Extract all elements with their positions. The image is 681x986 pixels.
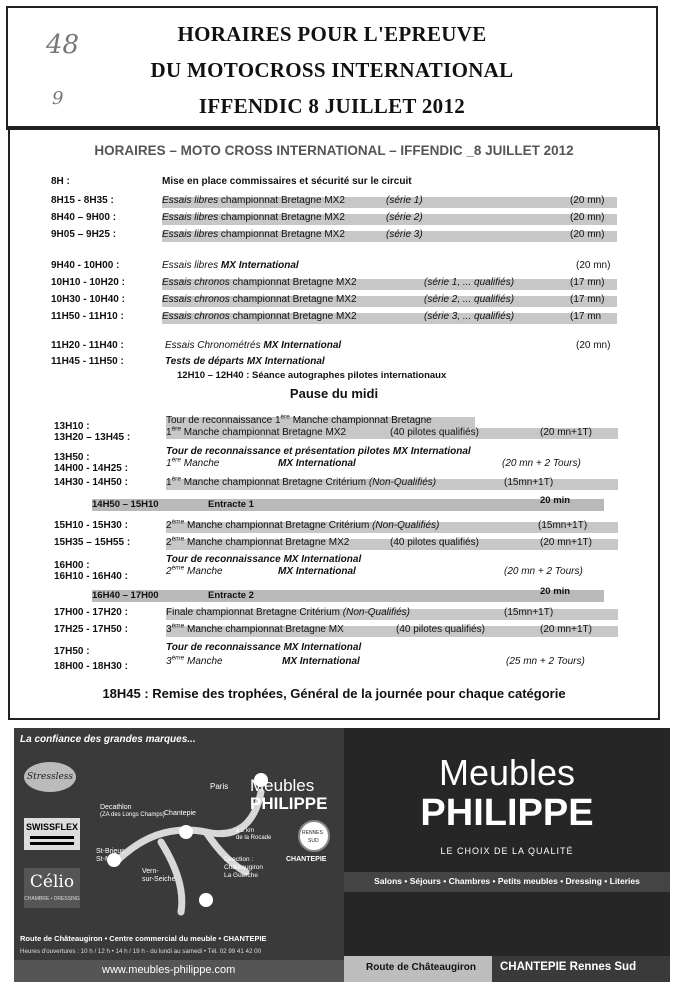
schedule-row [10, 477, 658, 491]
row-time: 13H10 : [54, 421, 90, 432]
row-desc: 3 [166, 656, 172, 667]
row-desc: Mise en place commissaires et sécurité sur le circuit [162, 176, 412, 187]
map-direction: Direction : [224, 856, 254, 863]
ad-web: www.meubles-philippe.com [102, 964, 236, 976]
row-duration: (20 mn) [570, 195, 605, 206]
row-serie: (série 1, ... qualifiés) [424, 277, 515, 288]
row-time: 9H05 – 9H25 : [51, 229, 117, 240]
advertisement [14, 728, 670, 982]
row-desc: 1 [166, 477, 172, 488]
row-duration: (17 mn) [570, 277, 605, 288]
row-time: 8H : [51, 176, 70, 187]
row-sup: ème [171, 654, 185, 662]
schedule-row [10, 624, 658, 638]
row-time: 11H45 - 11H50 : [51, 356, 124, 367]
row-desc-italic: Essais libres [162, 195, 219, 206]
row-sup: ère [171, 456, 181, 464]
map-brand-2: PHILIPPE [250, 794, 328, 813]
title-box [6, 6, 658, 130]
schedule-row [10, 176, 658, 190]
row-sup: ème [171, 518, 185, 526]
swissflex-logo [24, 818, 80, 850]
row-desc: Manche championnat Bretagne MX2 [180, 427, 347, 438]
row-desc: 2 [166, 520, 172, 531]
row-desc: Tour de reconnaissance 1 [166, 415, 281, 426]
row-desc: Manche [184, 656, 223, 667]
row-desc: 1 [166, 427, 172, 438]
row-time: 13H50 : [54, 452, 90, 463]
row-non-qualified: (Non-Qualifiés) [372, 520, 440, 531]
row-qualified: (40 pilotes qualifiés) [396, 624, 485, 635]
row-desc: MX International [218, 260, 299, 271]
row-time: 11H50 - 11H10 : [51, 311, 124, 322]
map-guerche: La Guerche [224, 872, 258, 879]
row-desc: championnat Bretagne MX2 [218, 195, 345, 206]
row-duration: (15mn+1T) [538, 520, 588, 531]
row-time: 18H00 - 18H30 : [54, 661, 128, 672]
row-desc: 3 [166, 624, 172, 635]
row-time: 16H00 : [54, 560, 90, 571]
row-time: 17H25 - 17H50 : [54, 624, 128, 635]
schedule-row [10, 607, 658, 621]
row-time: 8H15 - 8H35 : [51, 195, 114, 206]
row-mx: MX International [278, 458, 356, 469]
row-duration: (20 mn) [576, 340, 611, 351]
ad-confiance: La confiance des grandes marques... [20, 734, 196, 745]
swissflex-bar [30, 842, 74, 845]
row-duration: (20 mn) [570, 229, 605, 240]
row-desc-italic: Essais libres [162, 260, 219, 271]
ad-rooms: Salons • Séjours • Chambres • Petits meubles • Dressing • Literies [374, 876, 640, 886]
entracte-1 [92, 495, 604, 511]
schedule-row [10, 356, 658, 370]
schedule-row [10, 566, 658, 580]
row-desc: Manche [180, 458, 220, 469]
row-desc: Manche championnat Bretagne Critérium [184, 520, 373, 531]
row-qualified: (40 pilotes qualifiés) [390, 427, 479, 438]
schedule-row [10, 537, 658, 551]
row-time: 10H10 - 10H20 : [51, 277, 125, 288]
rennes-sud-badge [299, 821, 329, 851]
row-mx: MX International [282, 656, 360, 667]
arrow-decathlon-icon [179, 825, 193, 839]
map-brand-1: Meubles [250, 776, 315, 795]
ad-route-2: Route de Châteaugiron [366, 962, 477, 973]
row-non-qualified: (Non-Qualifiés) [368, 477, 437, 488]
row-duration: (20 mn+1T) [540, 427, 592, 438]
route-bar-dark [492, 956, 670, 982]
row-serie: (série 3, ... qualifiés) [424, 311, 515, 322]
entracte-duration: 20 min [540, 495, 571, 506]
row-duration: (20 mn + 2 Tours) [502, 458, 581, 469]
entracte-label: Entracte 1 [208, 499, 254, 510]
map-vern-2: sur-Seiche [142, 876, 176, 883]
schedule-row [10, 340, 658, 354]
map-vern: Vern- [142, 868, 159, 875]
handwritten-mark: 9 [52, 88, 64, 109]
row-sup: ème [171, 622, 185, 630]
title-line-3: IFFENDIC 8 JUILLET 2012 [198, 94, 466, 118]
ad-big-meubles: Meubles [438, 752, 576, 793]
row-desc: championnat Bretagne MX2 [218, 229, 345, 240]
schedule-row [10, 229, 658, 243]
row-desc: Manche championnat Bretagne [289, 415, 432, 426]
map-km: à 2 km [236, 828, 255, 834]
row-duration: (15mn+1T) [504, 607, 554, 618]
row-desc: Finale championnat Bretagne Critérium [166, 607, 343, 618]
entracte-2 [92, 586, 604, 602]
map-km-2: de la Rocade [236, 835, 272, 841]
schedule-header: HORAIRES – MOTO CROSS INTERNATIONAL – IFFENDIC _8 JUILLET 2012 [94, 143, 574, 158]
row-desc: championnat Bretagne MX2 [229, 294, 357, 305]
row-serie: (série 2) [386, 212, 423, 223]
ad-route: Route de Châteaugiron • Centre commercial du meuble • CHANTEPIE [20, 934, 267, 943]
row-desc-italic: Essais Chronométrés [165, 340, 261, 351]
ad-hours: Heures d'ouvertures : 10 h / 12 h • 14 h / 19 h - du lundi au samedi • Tél. 02 99 41 42 00 [20, 948, 262, 955]
map-stbrieuc: St-Brieuc [96, 848, 125, 855]
entracte-time: 14H50 – 15H10 [92, 499, 159, 510]
row-duration: (17 mn) [570, 294, 605, 305]
map-decathlon: Decathlon [100, 804, 132, 811]
entracte-label: Entracte 2 [208, 590, 254, 601]
row-desc: Manche [184, 566, 223, 577]
row-desc: Tour de reconnaissance et présentation pilotes MX International [166, 446, 471, 457]
schedule-row [10, 642, 658, 656]
row-mx: MX International [278, 566, 356, 577]
ad-chantepie-rennes: CHANTEPIE Rennes Sud [500, 961, 637, 973]
row-desc: Tour de reconnaissance MX International [166, 642, 362, 653]
row-desc: Tour de reconnaissance MX International [166, 554, 362, 565]
row-duration: (15mn+1T) [504, 477, 554, 488]
schedule-row [10, 260, 658, 274]
schedule-row [10, 212, 658, 226]
stressless-logo [24, 762, 76, 792]
schedule-row [10, 294, 658, 308]
title-line-1: HORAIRES POUR L'EPREUVE [177, 22, 487, 46]
rooms-bar [344, 872, 670, 892]
arrow-vern-icon [199, 893, 213, 907]
row-duration: (17 mn [570, 311, 602, 322]
row-desc-italic: Essais chronos [162, 311, 230, 322]
row-desc: championnat Bretagne MX2 [229, 277, 357, 288]
row-serie: (série 2, ... qualifiés) [424, 294, 515, 305]
row-desc-italic: Essais libres [162, 229, 219, 240]
schedule-row [10, 195, 658, 209]
map-paris: Paris [210, 782, 229, 791]
row-desc: Manche championnat Bretagne Critérium [180, 477, 369, 488]
row-qualified: (40 pilotes qualifiés) [390, 537, 479, 548]
schedule-row [10, 458, 658, 472]
web-bar [14, 960, 344, 982]
row-time: 17H00 - 17H20 : [54, 607, 128, 618]
swissflex-text: SWISSFLEX [25, 822, 78, 832]
row-desc: championnat Bretagne MX2 [229, 311, 357, 322]
map-rennes: RENNES [302, 830, 323, 836]
row-desc-italic: Essais chronos [162, 277, 230, 288]
map-stmalo: St-Malo [96, 856, 121, 863]
row-time: 15H35 – 15H55 : [54, 537, 131, 548]
schedule-row [10, 520, 658, 534]
row-time: 13H20 – 13H45 : [54, 432, 131, 443]
entracte-time: 16H40 – 17H00 [92, 590, 159, 601]
row-non-qualified: (Non-Qualifiés) [342, 607, 411, 618]
row-desc: 2 [166, 566, 172, 577]
row-desc: 2 [166, 537, 172, 548]
map-sud: SUD [308, 838, 319, 844]
row-time: 16H10 - 16H40 : [54, 571, 128, 582]
celio-text: Célio [29, 872, 75, 892]
row-serie: (série 3) [386, 229, 423, 240]
schedule-row [10, 277, 658, 291]
autographs-session: 12H10 – 12H40 : Séance autographes pilotes internationaux [177, 370, 447, 381]
row-desc: championnat Bretagne MX2 [218, 212, 345, 223]
trophies-line: 18H45 : Remise des trophées, Général de la journée pour chaque catégorie [102, 686, 566, 701]
entracte-duration: 20 min [540, 586, 571, 597]
row-duration: (20 mn) [570, 212, 605, 223]
lunch-break: Pause du midi [289, 386, 379, 401]
row-serie: (série 1) [386, 195, 423, 206]
row-time: 14H30 - 14H50 : [54, 477, 128, 488]
map-decathlon-za: (ZA des Longs Champs) [100, 812, 165, 818]
row-duration: (20 mn + 2 Tours) [504, 566, 583, 577]
row-time: 15H10 - 15H30 : [54, 520, 128, 531]
row-desc: MX International [260, 340, 342, 351]
map-chateaugiron: Châteaugiron [224, 864, 264, 871]
schedule-row [10, 656, 658, 670]
ad-big-philippe: PHILIPPE [420, 792, 594, 834]
ad-right-panel [344, 728, 670, 982]
row-time: 8H40 – 9H00 : [51, 212, 117, 223]
row-time: 11H20 - 11H40 : [51, 340, 124, 351]
route-bar [344, 956, 670, 982]
row-desc: Manche championnat Bretagne MX2 [184, 537, 350, 548]
row-duration: (25 mn + 2 Tours) [506, 656, 585, 667]
row-time: 14H00 - 14H25 : [54, 463, 128, 474]
ad-left-panel [14, 728, 344, 982]
handwritten-number: 48 [46, 30, 80, 60]
row-time: 17H50 : [54, 646, 90, 657]
row-duration: (20 mn+1T) [540, 624, 592, 635]
celio-sub: CHAMBRE • DRESSING [24, 896, 80, 902]
row-desc-italic: Essais chronos [162, 294, 230, 305]
row-time: 10H30 - 10H40 : [51, 294, 125, 305]
row-sup: ème [171, 564, 185, 572]
schedule-row [10, 427, 658, 441]
row-sup: ère [171, 425, 181, 433]
ad-tagline: LE CHOIX DE LA QUALITÉ [440, 846, 574, 856]
row-desc: Manche championnat Bretagne MX [184, 624, 344, 635]
schedule-box [8, 126, 660, 720]
row-desc-italic: Essais libres [162, 212, 219, 223]
map-chantepie: Chantepie [164, 810, 196, 817]
row-sup: ère [171, 475, 181, 483]
stressless-text: Stressless [26, 772, 74, 782]
swissflex-bar [30, 836, 74, 839]
row-desc: 1 [166, 458, 172, 469]
row-desc: Tests de départs MX International [165, 356, 325, 367]
title-line-2: DU MOTOCROSS INTERNATIONAL [150, 58, 514, 82]
row-time: 9H40 - 10H00 : [51, 260, 120, 271]
schedule-row [10, 311, 658, 325]
row-sup: ème [171, 535, 185, 543]
celio-logo [24, 868, 80, 908]
row-sup: ère [280, 413, 290, 421]
row-duration: (20 mn) [576, 260, 611, 271]
row-duration: (20 mn+1T) [540, 537, 592, 548]
map-chantepie-2: CHANTEPIE [286, 856, 327, 863]
